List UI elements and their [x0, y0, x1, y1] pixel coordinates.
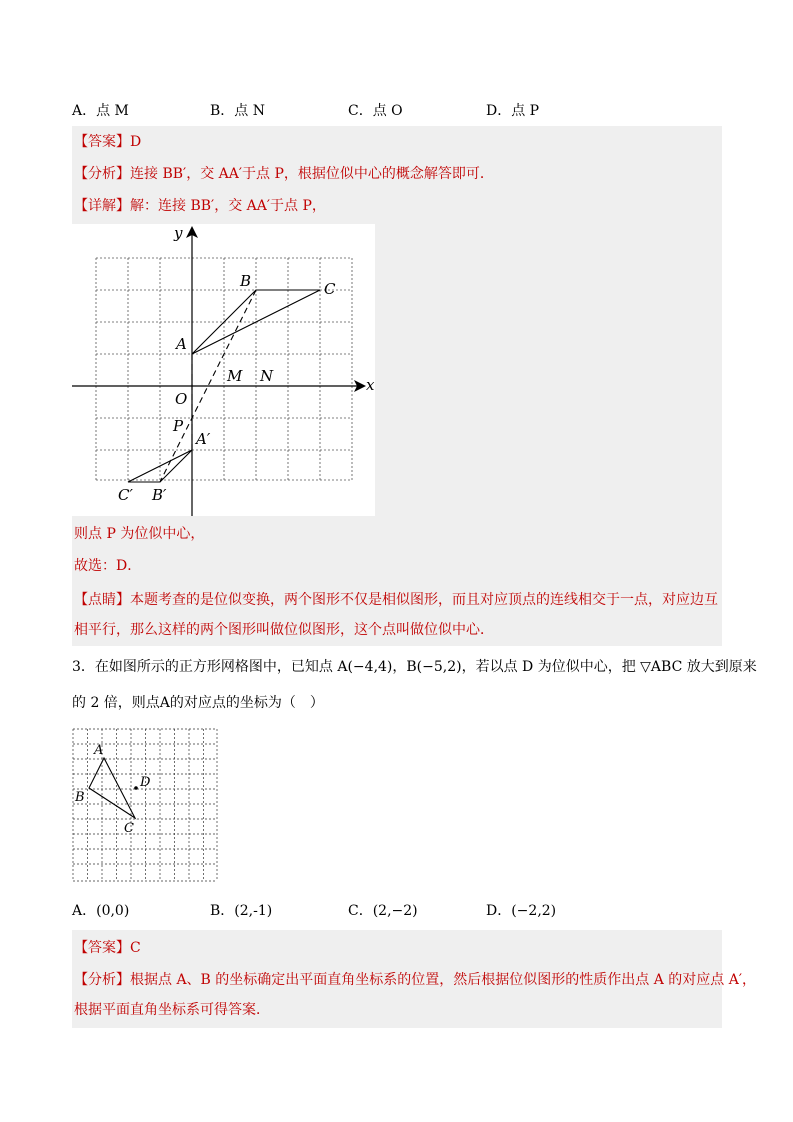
q2-comment-line-1: [74, 590, 718, 610]
q3-answer-line: [74, 938, 141, 958]
label-y: y: [174, 224, 183, 242]
comment-tag: 【点睛】: [74, 592, 130, 608]
q2-answer-line: [74, 132, 141, 152]
q3-analysis-line-2: 根据平面直角坐标系可得答案．: [74, 1002, 270, 1018]
q2-option-b: B．点 N: [210, 103, 265, 119]
q3-stem-line-2: 的 2 倍，则点A的对应点的坐标为（ ）: [72, 695, 324, 711]
q3-label-d: D: [140, 775, 151, 790]
analysis-tag: 【分析】: [74, 166, 130, 182]
q2-comment-line-2: 相平行，那么这样的两个图形叫做位似图形，这个点叫做位似中心．: [74, 622, 494, 638]
coordinate-grid-figure: [72, 224, 375, 516]
q2-option-a: A．点 M: [72, 103, 129, 119]
q3-label-b: B: [75, 790, 85, 805]
label-o: O: [175, 390, 188, 408]
label-b: B: [240, 272, 252, 290]
label-b-prime: B′: [152, 486, 167, 504]
q3-option-c: C．(2,−2): [348, 903, 418, 919]
detail-tag: 【详解】: [74, 198, 130, 214]
analysis-text-1: 根据点 A、B 的坐标确定出平面直角坐标系的位置，然后根据位似图形的性质作出点 A 的对应点 A′，: [130, 972, 757, 988]
q3-option-b: B．(2,-1): [210, 903, 273, 919]
q2-analysis-line: [74, 164, 494, 184]
q3-point-d: [134, 786, 138, 790]
q2-detail-line: [74, 196, 326, 216]
answer-value: D: [130, 134, 142, 150]
label-p: P: [173, 417, 184, 435]
q3-figure: [72, 728, 218, 882]
q3-label-c: C: [124, 821, 134, 836]
label-c: C: [324, 280, 336, 298]
detail-text: 解：连接 BB′，交 AA′于点 P，: [130, 198, 326, 214]
q2-conclusion-2: 故选：D．: [74, 558, 142, 574]
analysis-text: 连接 BB′，交 AA′于点 P，根据位似中心的概念解答即可．: [130, 166, 494, 182]
q3-option-d: D．(−2,2): [486, 903, 557, 919]
label-c-prime: C′: [118, 486, 133, 504]
answer-value: C: [130, 940, 141, 956]
q3-option-a: A．(0,0): [72, 903, 130, 919]
q2-conclusion-1: 则点 P 为位似中心，: [74, 526, 205, 542]
q3-stem-line-1: 3．在如图所示的正方形网格图中，已知点 A(−4,4)，B(−5,2)，若以点 D 为位似中心，把 ▽ABC 放大到原来: [72, 659, 757, 675]
q2-option-d: D．点 P: [486, 103, 540, 119]
label-x: x: [366, 376, 375, 394]
answer-tag: 【答案】: [74, 940, 130, 956]
q3-grid-figure: [72, 728, 218, 882]
q3-solution-panel: [72, 930, 757, 1028]
answer-tag: 【答案】: [74, 134, 130, 150]
label-a: A: [176, 335, 187, 353]
analysis-tag: 【分析】: [74, 972, 130, 988]
q3-label-a: A: [94, 743, 104, 758]
q2-option-c: C．点 O: [348, 103, 403, 119]
grid-lines: [96, 258, 352, 480]
q3-analysis-line-1: [74, 970, 756, 990]
q2-solution-panel: [72, 126, 722, 646]
q2-figure: [72, 224, 375, 516]
label-n: N: [260, 367, 274, 385]
label-m: M: [227, 367, 243, 385]
comment-text-1: 本题考查的是位似变换，两个图形不仅是相似图形，而且对应顶点的连线相交于一点，对应边互: [130, 592, 718, 608]
label-a-prime: A′: [196, 430, 211, 448]
q3-triangle-abc: [89, 758, 135, 818]
